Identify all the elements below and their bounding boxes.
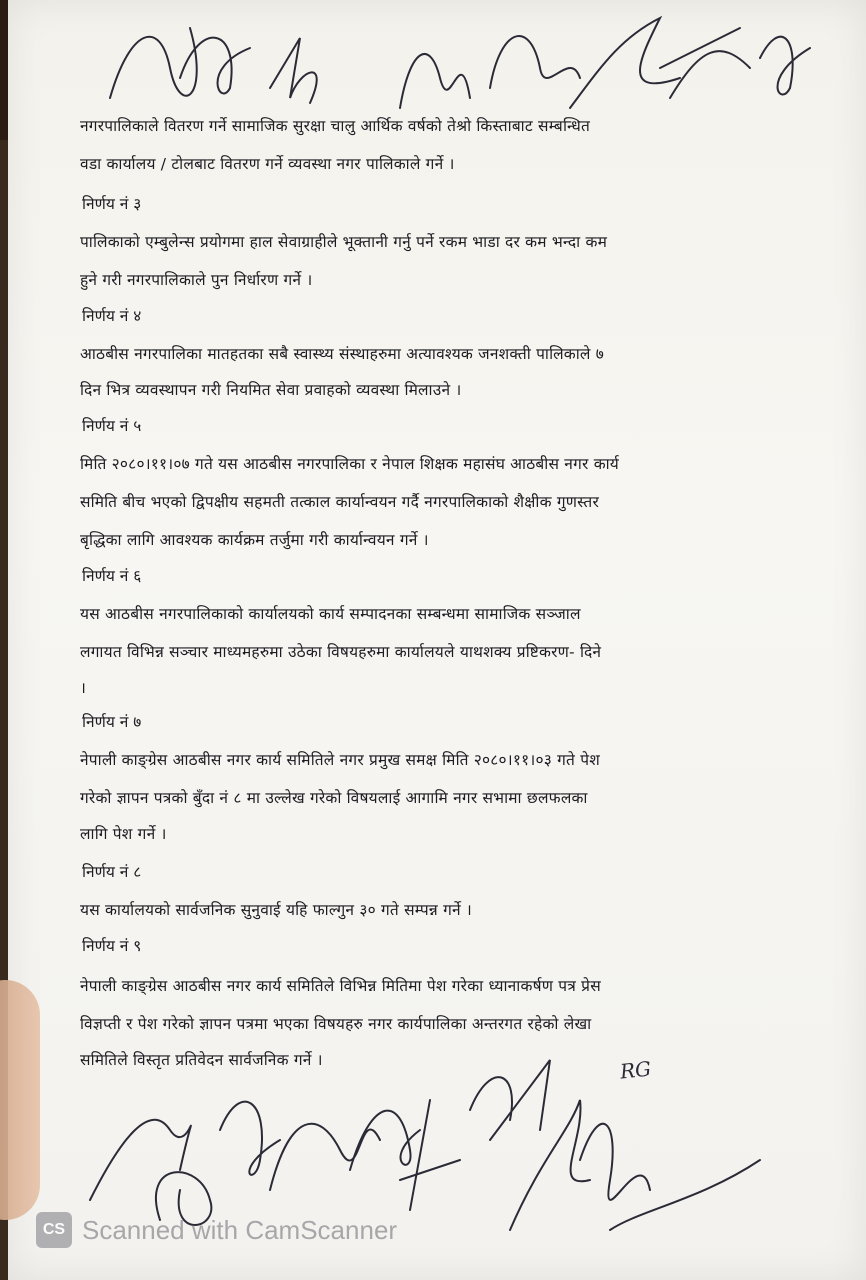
decision-7-line-3: लागि पेश गर्ने ।	[80, 825, 167, 843]
decision-6-heading: निर्णय नं ६	[82, 567, 142, 585]
decision-5-line-1: मिति २०८०।११।०७ गते यस आठबीस नगरपालिका र नेपाल शिक्षक महासंघ आठबीस नगर कार्य	[80, 455, 619, 473]
intro-line-2: वडा कार्यालय / टोलबाट वितरण गर्ने व्यवस्था नगर पालिकाले गर्ने ।	[80, 155, 455, 173]
decision-5-line-2: समिति बीच भएको द्विपक्षीय सहमती तत्काल कार्यान्वयन गर्दै नगरपालिकाको शैक्षीक गुणस्तर	[80, 493, 599, 511]
decision-3-line-1: पालिकाको एम्बुलेन्स प्रयोगमा हाल सेवाग्राहीले भूक्तानी गर्नु पर्ने रकम भाडा दर कम भन्दा कम	[80, 233, 608, 251]
top-signatures	[100, 8, 820, 118]
intro-line-1: नगरपालिकाले वितरण गर्ने सामाजिक सुरक्षा चालु आर्थिक वर्षको तेश्रो किस्ताबाट सम्बन्धित	[80, 117, 591, 135]
decision-5-line-3: बृद्धिका लागि आवश्यक कार्यक्रम तर्जुमा गरी कार्यान्वयन गर्ने ।	[80, 531, 429, 549]
decision-4-line-2: दिन भित्र व्यवस्थापन गरी नियमित सेवा प्रवाहको व्यवस्था मिलाउने ।	[80, 381, 462, 399]
handwritten-initials: RG	[618, 1056, 653, 1084]
decision-3-heading: निर्णय नं ३	[82, 195, 142, 213]
decision-5-heading: निर्णय नं ५	[82, 417, 142, 435]
decision-6-line-3: ।	[80, 679, 87, 697]
decision-7-line-2: गरेको ज्ञापन पत्रको बुँदा नं ८ मा उल्लेख गरेको विषयलाई आगामि नगर सभामा छलफलका	[80, 789, 588, 807]
decision-9-line-2: विज्ञप्ती र पेश गरेको ज्ञापन पत्रमा भएका विषयहरु नगर कार्यपालिका अन्तरगत रहेको लेखा	[80, 1015, 592, 1033]
decision-4-line-1: आठबीस नगरपालिका मातहतका सबै स्वास्थ्य संस्थाहरुमा अत्यावश्यक जनशक्ती पालिकाले ७	[80, 345, 605, 363]
bottom-signatures	[80, 1040, 800, 1240]
watermark-text: Scanned with CamScanner	[82, 1214, 398, 1245]
decision-7-line-1: नेपाली काङ्ग्रेस आठबीस नगर कार्य समितिले नगर प्रमुख समक्ष मिति २०८०।११।०३ गते पेश	[80, 751, 600, 769]
decision-9-line-1: नेपाली काङ्ग्रेस आठबीस नगर कार्य समितिले विभिन्न मितिमा पेश गरेका ध्यानाकर्षण पत्र प्रेस	[80, 977, 601, 995]
decision-8-heading: निर्णय नं ८	[82, 863, 142, 881]
decision-3-line-2: हुने गरी नगरपालिकाले पुन निर्धारण गर्ने ।	[80, 271, 313, 289]
decision-4-heading: निर्णय नं ४	[82, 307, 142, 325]
camscanner-logo-icon: CS	[36, 1212, 72, 1248]
decision-6-line-1: यस आठबीस नगरपालिकाको कार्यालयको कार्य सम्पादनका सम्बन्धमा सामाजिक सञ्जाल	[80, 605, 581, 623]
decision-6-line-2: लगायत विभिन्न सञ्चार माध्यमहरुमा उठेका विषयहरुमा कार्यालयले याथशक्य प्रष्टिकरण- दिने	[80, 643, 602, 661]
camscanner-watermark	[36, 1212, 397, 1248]
decision-9-line-3: समितिले विस्तृत प्रतिवेदन सार्वजनिक गर्ने ।	[80, 1051, 323, 1069]
decision-9-heading: निर्णय नं ९	[82, 937, 142, 955]
thumb-in-frame	[0, 980, 40, 1220]
decision-7-heading: निर्णय नं ७	[82, 713, 142, 731]
decision-8-line-1: यस कार्यालयको सार्वजनिक सुनुवाई यहि फाल्गुन ३० गते सम्पन्न गर्ने ।	[80, 901, 473, 919]
